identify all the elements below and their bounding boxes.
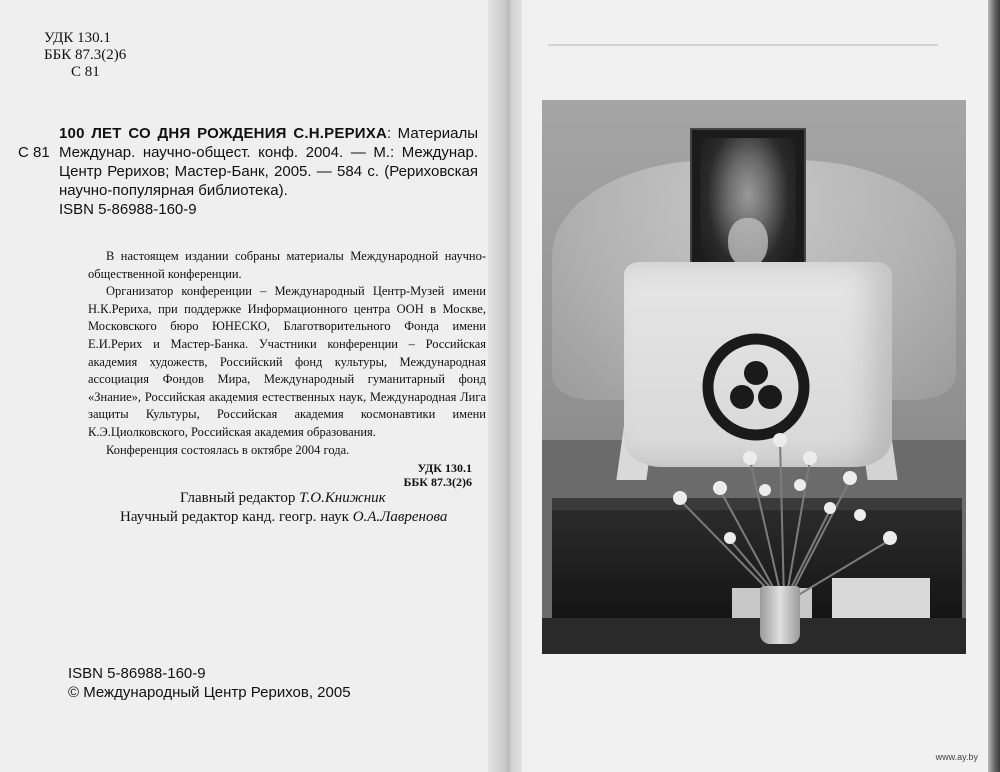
editors-block [120,489,447,527]
flower-bouquet-icon [660,430,920,610]
citation-text [59,124,478,200]
copyright-line: © Международный Центр Рерихов, 2005 [68,684,351,701]
annotation-udk: УДК 130.1 [417,461,472,476]
imprint-block [68,664,351,702]
chief-editor [120,489,447,508]
udk-code: УДК 130.1 [44,30,111,46]
portrait-beard [728,218,768,268]
table-surface [542,618,966,654]
annotation [88,248,486,489]
annotation-paragraph-3: Конференция состоялась в октябре 2004 года. [106,442,350,457]
chief-editor-name: Т.О.Книжник [299,490,386,506]
bibliographic-citation [18,124,478,219]
bbk-code: ББК 87.3(2)6 [44,47,127,63]
page-edges [988,0,1000,772]
scientific-editor-name: О.А.Лавренова [352,509,448,525]
citation-body: : Материалы Междунар. научно-общест. конф. 2004. — М.: Междунар. Центр Рерихов; Мастер-Банк, 2005. — 584 с. (Рериховская научно-популярная библиотека). [59,125,479,199]
glass-vase [760,586,800,644]
citation-code: С 81 [18,144,50,161]
citation-title: 100 ЛЕТ СО ДНЯ РОЖДЕНИЯ С.Н.РЕРИХА [59,125,388,142]
annotation-paragraph-1: В настоящем издании собраны материалы Международной научно-общественной конференции. [88,249,486,281]
imprint-isbn: ISBN 5-86988-160-9 [68,665,206,682]
annotation-paragraph-2: Организатор конференции – Международный Центр-Музей имени Н.К.Рериха, при поддержке Информационного центра ООН в Москве, Московского бюро ЮНЕСКО, Благотворительного Фонда имени Е.И.Рерих и Мастер-Банка. Участники конференции – Российская академия художеств, Российский фонд культуры, Международная ассоциация Фондов Мира, Международный гуманитарный фонд «Знание», Российская академия естественных наук, Международная Лига защиты Культуры, Российская академия космонавтики имени К.Э.Циолковского, Российская академия образования. [88,284,486,439]
annotation-codes [88,461,486,489]
classification-codes [44,30,126,81]
citation-isbn: ISBN 5-86988-160-9 [59,201,197,218]
frontispiece-photo [542,100,966,654]
peace-symbol-icon [702,333,810,441]
scientific-editor [120,508,447,527]
show-through-line [548,44,938,46]
portrait-image [700,138,796,280]
watermark: www.ay.by [935,752,978,762]
scientific-editor-label: Научный редактор канд. геогр. наук [120,509,349,525]
author-sign: С 81 [71,64,100,80]
chief-editor-label: Главный редактор [180,490,296,506]
annotation-bbk: ББК 87.3(2)6 [403,475,472,490]
